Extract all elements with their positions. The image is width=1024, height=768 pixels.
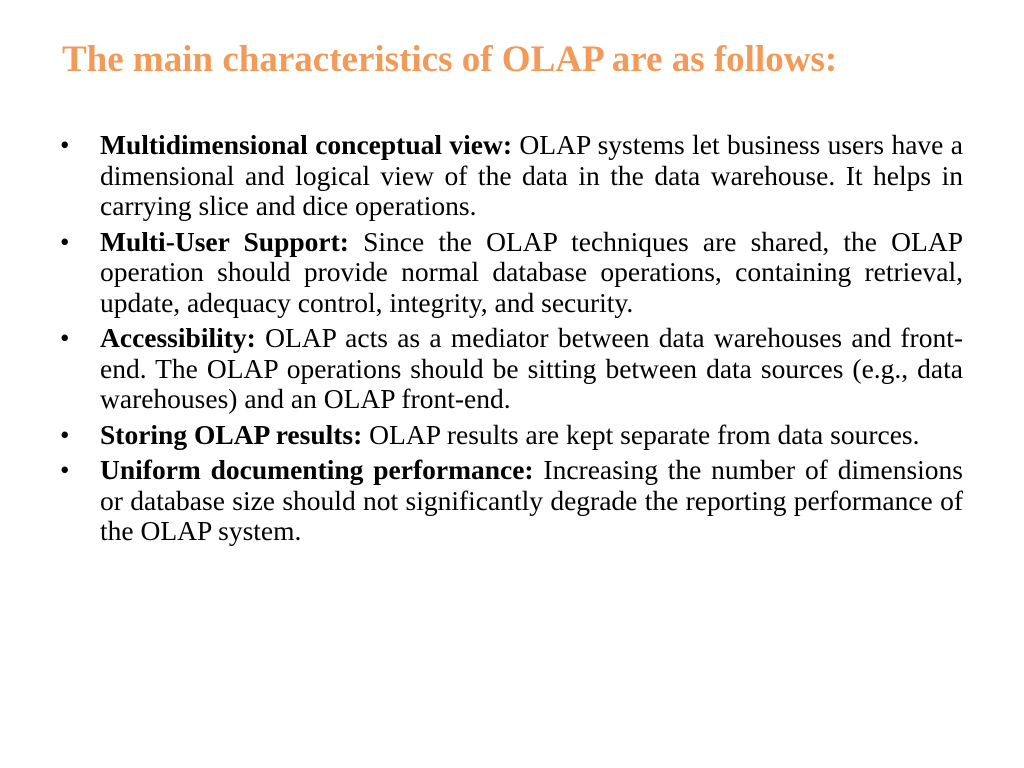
bullet-description: OLAP acts as a mediator between data warehouses and front-end. The OLAP operations should be sitting between data sources (e.g., data warehouses) and an OLAP front-end. [100,322,963,414]
bullet-description: OLAP results are kept separate from data sources. [369,418,920,450]
bullet-term: Uniform documenting performance: [100,454,534,485]
bullet-item-multi-user-support [60,227,963,319]
bullet-icon: • [60,419,70,450]
bullet-item-uniform-documenting-performance [60,455,963,547]
bullet-icon: • [60,226,70,257]
bullet-item-storing-olap-results [60,420,963,451]
bullet-text [100,323,963,415]
bullet-text [100,227,963,319]
bullet-text [100,130,963,222]
bullet-term: Multidimensional conceptual view: [100,129,513,160]
bullet-text [100,420,963,451]
bullet-description: Since the OLAP techniques are shared, the OLAP operation should provide normal database operations, containing retrieval, update, adequacy control, integrity, and security. [100,225,963,318]
bullet-term: Multi-User Support: [100,225,349,257]
bullet-term: Accessibility: [100,322,256,353]
bullet-item-accessibility [60,323,963,415]
bullet-icon: • [60,455,70,485]
slide-title: The main characteristics of OLAP are as follows: [62,39,838,80]
bullet-description: Increasing the number of dimensions or database size should not significantly degrade the reporting performance of the OLAP system. [100,454,964,546]
bullet-term: Storing OLAP results: [100,418,363,450]
bullet-icon: • [60,323,70,353]
bullet-item-multidimensional-view [60,130,963,222]
bullet-icon: • [60,130,70,160]
bullet-list [60,130,963,552]
bullet-text [100,455,963,547]
bullet-description: OLAP systems let business users have a dimensional and logical view of the data in the data warehouse. It helps in carrying slice and dice operations. [100,129,963,221]
